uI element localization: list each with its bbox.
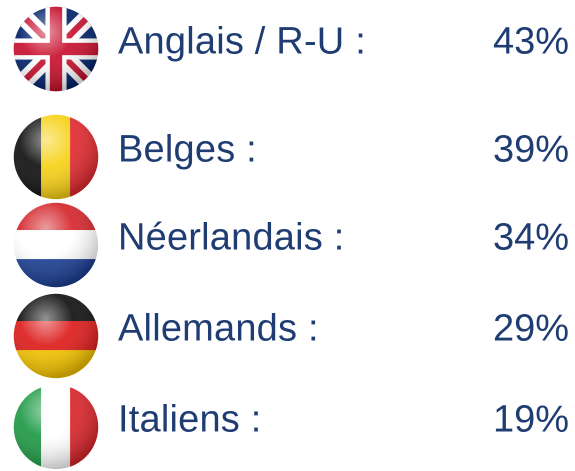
percentage-value: 34% [492,216,569,259]
belgium-flag-icon [10,113,102,201]
country-label: Anglais / R-U : [118,20,366,63]
percentage-value: 29% [492,307,569,350]
list-item [0,108,575,200]
country-label: Italiens : [118,398,262,441]
list-item [0,287,575,379]
country-label: Néerlandais : [118,216,345,259]
list-item [0,0,575,92]
list-item [0,378,575,470]
percentage-value: 19% [492,398,569,441]
uk-flag-icon [10,5,102,93]
italy-flag-icon [10,383,102,471]
list-item [0,196,575,288]
percentage-value: 43% [492,20,569,63]
percentage-value: 39% [492,128,569,171]
netherlands-flag-icon [10,201,102,289]
country-label: Allemands : [118,307,319,350]
country-label: Belges : [118,128,257,171]
germany-flag-icon [10,292,102,380]
